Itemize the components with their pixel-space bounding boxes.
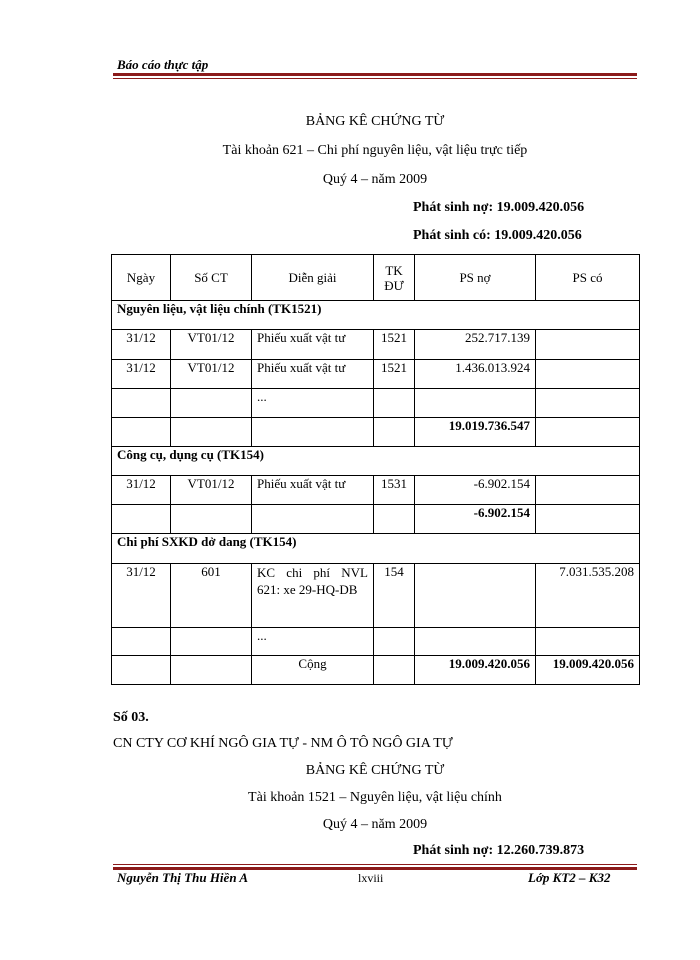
cell-debit xyxy=(415,564,536,628)
debit-total-line: Phát sinh nợ: 19.009.420.056 xyxy=(413,200,585,215)
footer-page-number: lxviii xyxy=(358,871,384,885)
cell-credit xyxy=(536,628,640,656)
col-header-acct: TK ĐƯ xyxy=(374,255,415,301)
table-row xyxy=(112,330,640,360)
section-label: Chi phí SXKD dở dang (TK154) xyxy=(112,534,640,564)
footer-rule-thin xyxy=(113,864,637,865)
section-row xyxy=(112,301,640,330)
cell-debit: 1.436.013.924 xyxy=(415,360,536,389)
cell-desc: Phiếu xuất vật tư xyxy=(252,476,374,505)
cell-credit xyxy=(536,330,640,360)
section-row xyxy=(112,447,640,476)
total-credit: 19.009.420.056 xyxy=(536,656,640,685)
cell-credit xyxy=(536,360,640,389)
cell-acct: 1531 xyxy=(374,476,415,505)
statement2-period: Quý 4 – năm 2009 xyxy=(322,817,428,832)
table-row xyxy=(112,360,640,389)
cell-date: 31/12 xyxy=(112,330,171,360)
cell-credit xyxy=(536,476,640,505)
cell-date: 31/12 xyxy=(112,360,171,389)
section-label: Nguyên liệu, vật liệu chính (TK1521) xyxy=(112,301,640,330)
cell-date xyxy=(112,628,171,656)
subtotal-row xyxy=(112,505,640,534)
cell-date xyxy=(112,389,171,418)
cell-desc: Phiếu xuất vật tư xyxy=(252,360,374,389)
cell-desc: Phiếu xuất vật tư xyxy=(252,330,374,360)
header-rule-thin xyxy=(113,78,637,79)
section-row xyxy=(112,534,640,564)
cell-doc: VT01/12 xyxy=(171,476,252,505)
col-header-doc: Số CT xyxy=(171,255,252,301)
cell-credit xyxy=(536,389,640,418)
cell-doc: VT01/12 xyxy=(171,360,252,389)
statement2-account: Tài khoản 1521 – Nguyên liệu, vật liệu chính xyxy=(248,790,502,805)
cell-acct: 1521 xyxy=(374,360,415,389)
subtotal-row xyxy=(112,418,640,447)
table-row xyxy=(112,628,640,656)
cell-desc: KC chi phí NVL 621: xe 29-HQ-DB xyxy=(252,564,374,628)
cell-doc: VT01/12 xyxy=(171,330,252,360)
credit-total-line: Phát sinh có: 19.009.420.056 xyxy=(413,228,582,243)
total-label: Cộng xyxy=(252,656,374,685)
col-header-debit: PS nợ xyxy=(415,255,536,301)
statement-number: Số 03. xyxy=(113,710,149,725)
cell-doc xyxy=(171,628,252,656)
cell-acct xyxy=(374,389,415,418)
total-debit: 19.009.420.056 xyxy=(415,656,536,685)
col-header-credit: PS có xyxy=(536,255,640,301)
header-rule-thick xyxy=(113,73,637,76)
table-row xyxy=(112,476,640,505)
statement-title: BẢNG KÊ CHỨNG TỪ xyxy=(305,114,445,129)
voucher-table xyxy=(111,254,640,685)
cell-desc: ... xyxy=(252,628,374,656)
cell-debit: -6.902.154 xyxy=(415,476,536,505)
total-row xyxy=(112,656,640,685)
subtotal-debit: -6.902.154 xyxy=(415,505,536,534)
col-header-date: Ngày xyxy=(112,255,171,301)
company-name: CN CTY CƠ KHÍ NGÔ GIA TỰ - NM Ô TÔ NGÔ GIA TỰ xyxy=(113,736,453,751)
cell-credit: 7.031.535.208 xyxy=(536,564,640,628)
cell-acct: 154 xyxy=(374,564,415,628)
footer-class: Lớp KT2 – K32 xyxy=(528,870,611,885)
cell-date: 31/12 xyxy=(112,564,171,628)
cell-date: 31/12 xyxy=(112,476,171,505)
footer-author: Nguyễn Thị Thu Hiền A xyxy=(117,870,248,885)
statement-period: Quý 4 – năm 2009 xyxy=(322,172,428,187)
running-header: Báo cáo thực tập xyxy=(117,57,209,72)
cell-debit xyxy=(415,628,536,656)
subtotal-debit: 19.019.736.547 xyxy=(415,418,536,447)
table-header-row xyxy=(112,255,640,301)
statement2-debit-total: Phát sinh nợ: 12.260.739.873 xyxy=(413,843,585,858)
section-label: Công cụ, dụng cụ (TK154) xyxy=(112,447,640,476)
cell-debit xyxy=(415,389,536,418)
cell-desc: ... xyxy=(252,389,374,418)
table-row xyxy=(112,564,640,628)
cell-acct: 1521 xyxy=(374,330,415,360)
table-row xyxy=(112,389,640,418)
statement-account: Tài khoản 621 – Chi phí nguyên liệu, vật liệu trực tiếp xyxy=(222,143,528,158)
cell-acct xyxy=(374,628,415,656)
statement2-title: BẢNG KÊ CHỨNG TỪ xyxy=(305,763,445,778)
cell-doc: 601 xyxy=(171,564,252,628)
cell-debit: 252.717.139 xyxy=(415,330,536,360)
col-header-desc: Diễn giải xyxy=(252,255,374,301)
cell-doc xyxy=(171,389,252,418)
